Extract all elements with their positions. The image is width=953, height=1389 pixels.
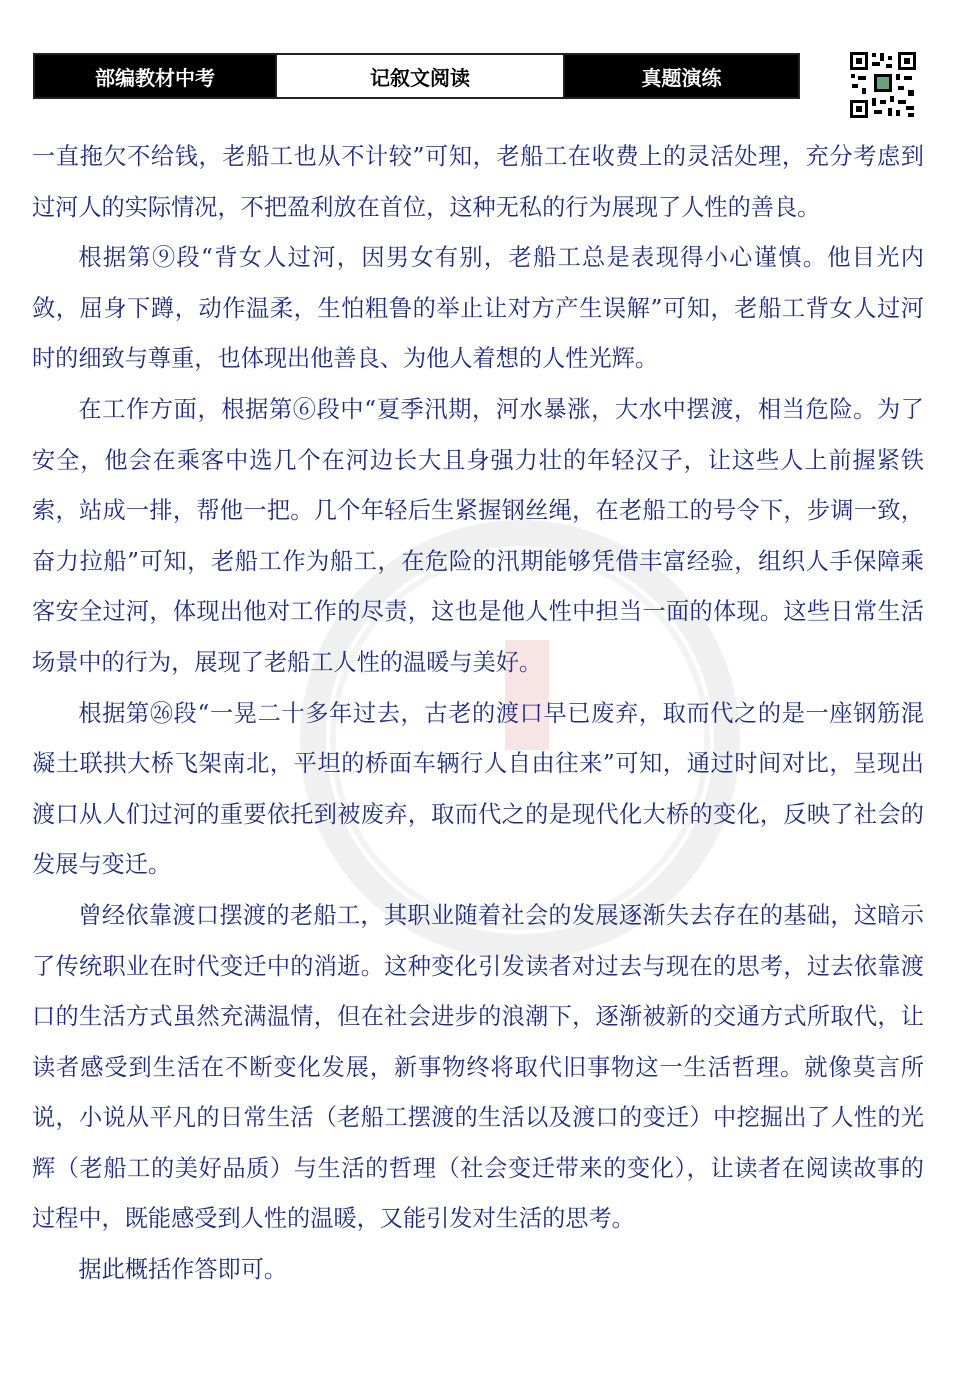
qr-code-icon — [848, 50, 918, 120]
header-topic-label: 记叙文阅读 — [275, 55, 565, 97]
paragraph-6: 据此概括作答即可。 — [78, 1256, 288, 1284]
header-practice-label: 真题演练 — [565, 55, 798, 97]
paragraph-4: 根据第㉖段“一晃二十多年过去，古老的渡口早已废弃，取而代之的是一座钢筋混凝土联拱大桥飞架南北，平坦的桥面车辆行人自由往来”可知，通过时间对比，呈现出渡口从人们过河的重要依托到被废弃，取而代之的是现代化大桥的变化，反映了社会的发展与变迁。 — [32, 699, 924, 879]
header-subject-label: 部编教材中考 — [35, 55, 275, 97]
paragraph-5: 曾经依靠渡口摆渡的老船工，其职业随着社会的发展逐渐失去存在的基础，这暗示了传统职业在时代变迁中的消逝。这种变化引发读者对过去与现在的思考，过去依靠渡口的生活方式虽然充满温情，但在社会进步的浪潮下，逐渐被新的交通方式所取代，让读者感受到生活在不断变化发展，新事物终将取代旧事物这一生活哲理。就像莫言所说，小说从平凡的日常生活（老船工摆渡的生活以及渡口的变迁）中挖掘出了人性的光辉（老船工的美好品质）与生活的哲理（社会变迁带来的变化），让读者在阅读故事的过程中，既能感受到人性的温暖，又能引发对生活的思考。 — [32, 901, 924, 1233]
paragraph-3: 在工作方面，根据第⑥段中“夏季汛期，河水暴涨，大水中摆渡，相当危险。为了安全，他会在乘客中选几个在河边长大且身强力壮的年轻汉子，让这些人上前握紧铁索，站成一排，帮他一把。几个年轻后生紧握钢丝绳，在老船工的号令下，步调一致，奋力拉船”可知，老船工作为船工，在危险的汛期能够凭借丰富经验，组织人手保障乘客安全过河，体现出他对工作的尽责，这也是他人性中担当一面的体现。这些日常生活场景中的行为，展现了老船工人性的温暖与美好。 — [32, 395, 924, 676]
header-bar — [33, 53, 800, 99]
paragraph-1: 一直拖欠不给钱，老船工也从不计较”可知，老船工在收费上的灵活处理，充分考虑到过河人的实际情况，不把盈利放在首位，这种无私的行为展现了人性的善良。 — [32, 143, 924, 221]
article-body — [32, 132, 924, 1296]
paragraph-2: 根据第⑨段“背女人过河，因男女有别，老船工总是表现得小心谨慎。他目光内敛，屈身下蹲，动作温柔，生怕粗鲁的举止让对方产生误解”可知，老船工背女人过河时的细致与尊重，也体现出他善良、为他人着想的人性光辉。 — [32, 244, 924, 373]
